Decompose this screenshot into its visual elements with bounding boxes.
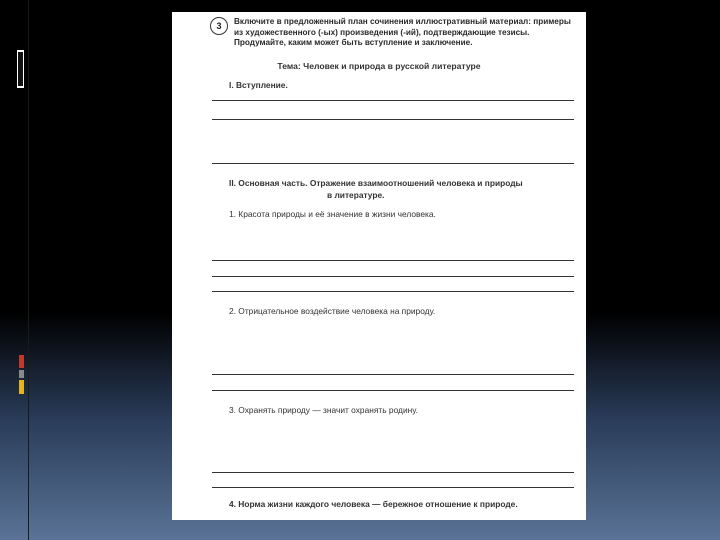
left-accent-red-strip	[19, 355, 24, 368]
answer-line	[212, 472, 574, 473]
answer-line	[212, 374, 574, 375]
task-number-badge: 3	[210, 17, 228, 35]
section-intro: I. Вступление.	[229, 80, 288, 90]
left-accent-gray-strip	[19, 370, 24, 378]
answer-line	[212, 163, 574, 164]
answer-line	[212, 291, 574, 292]
left-divider-line	[28, 0, 29, 540]
plan-item-4: 4. Норма жизни каждого человека — бережное отношение к природе.	[229, 499, 518, 509]
worksheet-page	[172, 12, 586, 520]
plan-item-3: 3. Охранять природу — значит охранять родину.	[229, 405, 418, 415]
essay-theme: Тема: Человек и природа в русской литературе	[277, 61, 481, 71]
answer-line	[212, 100, 574, 101]
plan-item-2: 2. Отрицательное воздействие человека на природу.	[229, 306, 436, 316]
answer-line	[212, 119, 574, 120]
answer-line	[212, 487, 574, 488]
answer-line	[212, 276, 574, 277]
left-accent-yellow-strip	[19, 380, 24, 394]
section-main-part-continued: в литературе.	[327, 190, 385, 200]
answer-line	[212, 390, 574, 391]
left-accent-dark-bar-inner	[18, 52, 23, 86]
answer-line	[212, 260, 574, 261]
plan-item-1: 1. Красота природы и её значение в жизни человека.	[229, 209, 436, 219]
section-main-part: II. Основная часть. Отражение взаимоотношений человека и природы	[229, 178, 523, 188]
task-instructions: Включите в предложенный план сочинения иллюстративный материал: примеры из художественного (-ых) произведения (-ий), подтверждающие тезисы. Продумайте, каким может быть вступление и заключение.	[234, 17, 571, 47]
